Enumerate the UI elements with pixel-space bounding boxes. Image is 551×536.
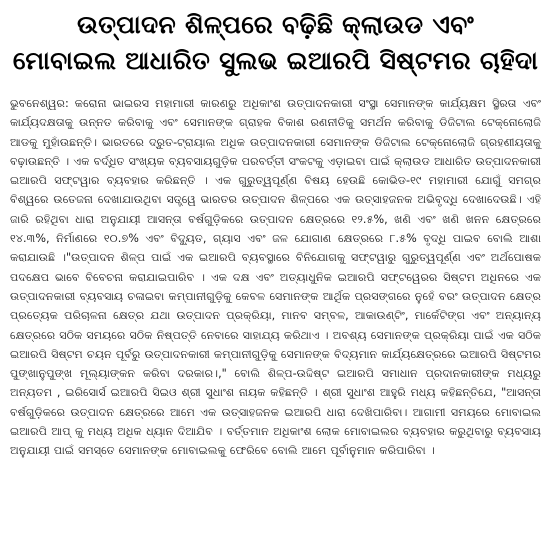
headline-line-2: ମୋବାଇଲ ଆଧାରିତ ସୁଲଭ ଇଆରପି ସିଷ୍ଟମର ଚାହିଦା — [12, 46, 539, 75]
headline-line-1: ଉତ୍ପାଦନ ଶିଳ୍ପରେ ବଢ଼ିଛି କ୍ଲାଉଡ ଏବଂ — [77, 10, 474, 39]
article-body: ଭୁବନେଶ୍ୱର: କରୋନା ଭାଇରସ ମହାମାରୀ କାରଣରୁ ଅଧିକାଂଶ ଉତ୍ପାଦନକାରୀ ସଂସ୍ଥା ସେମାନଙ୍କ କାର୍ଯ୍ୟକ୍ଷମ ସ୍ଥିରତା ଏବଂ କାର୍ଯ୍ୟଦକ୍ଷତାକୁ ଉନ୍ନତ କରିବାକୁ ଏବଂ ସେମାନଙ୍କ ଗ୍ରାହକ ବିକାଶ ରଣନୀତିକୁ ସମର୍ଥନ କରିବାକୁ ଡିଜିଟାଲ ଟେକ୍ନୋଲୋଜି ଆଡକୁ ମୁହାଁଉଛନ୍ତି। ଭାରତରେ ଦ୍ରୁତ-ଟ୍ରାୟାଲ ଅଧିକ ଉତ୍ପାଦନକାରୀ ସେମାନଙ୍କ ଡିଜିଟାଲ ଟେକ୍ନୋଲୋଜି ଗ୍ରହଣୀୟତାକୁ ବଢ଼ାଉଛନ୍ତି । ଏକ ବର୍ଦ୍ଧିତ ସଂଖ୍ୟକ ବ୍ୟବସାୟଗୁଡ଼ିକ ପରବର୍ତ୍ତୀ ସଂକଟକୁ ଏଡ଼ାଇବା ପାଇଁ କ୍ଲାଉଡ ଆଧାରିତ ଉତ୍ପାଦନକାରୀ ଇଆରପି ସଫ୍ଟୱାର ବ୍ୟବହାର କରିଛନ୍ତି । ଏକ ଗୁରୁତ୍ୱପୂର୍ଣ୍ଣ ବିଷୟ ହେଉଛି କୋଭିଡ-୧୯ ମହାମାରୀ ଯୋଗୁଁ ସମଗ୍ର ବିଶ୍ୱରେ ଉତେଜନା ଦେଖାଯାଉଥିବା ସତ୍ତ୍ୱେ ଭାରତର ଉତ୍ପାଦନ ଶିଳ୍ପରେ ଏକ ଉତ୍ସାହଜନକ ଅଭିବୃଦ୍ଧି ଦେଖାଦେଉଛି। ଏହି ଜାରି ରହିଥିବା ଧାରା ଅନୁଯାୟୀ ଆସନ୍ତା ବର୍ଷଗୁଡ଼ିକରେ ଉତ୍ପାଦନ କ୍ଷେତ୍ରରେ ୧୨.୫%, ଖଣି ଏବଂ ଖଣି ଖନନ କ୍ଷେତ୍ରରେ ୧୪.୩%, ନିର୍ମାଣରେ ୧୦.୭% ଏବଂ ବିଦ୍ୟୁତ, ଗ୍ୟାସ ଏବଂ ଜଳ ଯୋଗାଣ କ୍ଷେତ୍ରରେ ୮.୫% ବୃଦ୍ଧି ପାଇବ ବୋଲି ଆଶା କରାଯାଉଛି ।"ଉତ୍ପାଦନ ଶିଳ୍ପ ପାଇଁ ଏକ ଇଆରପି ବ୍ୟବସ୍ଥାରେ ବିନିଯୋଗକୁ ସଫ୍ଟୱାରୁ ଗୁରୁତ୍ୱପୂର୍ଣ୍ଣ ଏବଂ ଅର୍ଥପୋଷକ ପଦକ୍ଷେପ ଭାବେ ବିବେଚନା କରାଯାଇପାରିବ । ଏକ ଦକ୍ଷ ଏବଂ ଅତ୍ୟାଧୁନିକ ଇଆରପି ସଫ୍ଟୱେରର ସିଷ୍ଟମ ଅଧିନରେ ଏକ ଉତ୍ପାଦନକାରୀ ବ୍ୟବସାୟ ଚଳାଇବା କମ୍ପାନୀଗୁଡ଼ିକୁ କେବଳ ସେମାନଙ୍କ ଆର୍ଥିକ ପ୍ରସଙ୍ଗରେ ନୁହେଁ ବରଂ ଉତ୍ପାଦନ କ୍ଷେତ୍ର ପ୍ରତ୍ୟେକ ପରିଚାଳନା କ୍ଷେତ୍ର ଯଥା ଉତ୍ପାଦନ ପ୍ରକ୍ରିୟା, ମାନବ ସମ୍ବଳ, ଆକାଉଣ୍ଟିଂ, ମାର୍କେଟିଙ୍ଗ ଏବଂ ଅନ୍ୟାନ୍ୟ କ୍ଷେତ୍ରରେ ସଠିକ ସମୟରେ ସଠିକ ନିଷ୍ପତ୍ତି ନେବାରେ ସାହାଯ୍ୟ କରିଥାଏ । ଅବଶ୍ୟ ସେମାନଙ୍କ ପ୍ରକ୍ରିୟା ପାଇଁ ଏକ ସଠିକ ଇଆରପି ସିଷ୍ଟମ ଚୟନ ପୂର୍ବରୁ ଉତ୍ପାଦନକାରୀ କମ୍ପାନୀଗୁଡ଼ିକୁ ସେମାନଙ୍କ ବିଦ୍ୟମାନ କାର୍ଯ୍ୟକ୍ଷେତ୍ରରେ ଇଆରପି ସିଷ୍ଟମର ପୁଙ୍ଖାନୁପୁଙ୍ଖ ମୂଲ୍ୟାଙ୍କନ କରିବା ଦରକାର।," ବୋଲି ଶିଳ୍ପ-ଉଦ୍ଦିଷ୍ଟ ଇଆରପି ସମାଧାନ ପ୍ରଦାନକାରୀଙ୍କ ମଧ୍ୟରୁ ଅନ୍ୟତମ , ଇରିସୋର୍ସ ଇଆରପି ସିଇଓ ଶ୍ରୀ ସୁଧାଂଶ ନାୟକ କହିଛନ୍ତି । ଶ୍ରୀ ସୁଧାଂଶ ଆହୁରି ମଧ୍ୟ କହିଛନ୍ତିଯେ, "ଆସନ୍ତା ବର୍ଷଗୁଡ଼ିକରେ ଉତ୍ପାଦନ କ୍ଷେତ୍ରରେ ଆମେ ଏକ ଉତ୍ସାହଜନକ ଇଆରପି ଧାରା ଦେଖିପାରିବା। ଆଗାମୀ ସମୟରେ ମୋବାଇଲ ଇଆରପି ଆପ୍ କୁ ମଧ୍ୟ ଅଧିକ ଧ୍ୟାନ ଦିଆଯିବ । ବର୍ତ୍ତମାନ ଅଧିକାଂଶ ଲୋକ ମୋବାଇଲର ବ୍ୟବହାର କରୁଥିବାରୁ ବ୍ୟବସାୟ ଅନୁଯାୟୀ ପାଇଁ ସମସ୍ତେ ସେମାନଙ୍କ ମୋବାଇଲକୁ ଫେରିବେ ବୋଲି ଆମେ ପୂର୍ବାନୁମାନ କରିପାରିବା । — [10, 97, 541, 458]
